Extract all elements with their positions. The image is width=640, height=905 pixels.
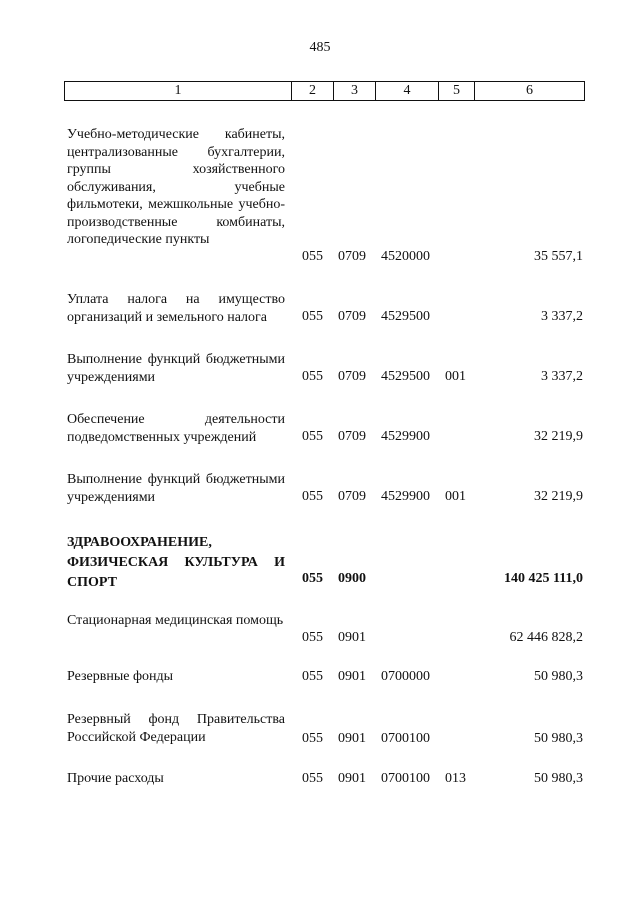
row-col3: 0901 <box>338 731 366 746</box>
row-col4: 0700100 <box>381 731 430 746</box>
row-col2: 055 <box>302 669 323 684</box>
row-col2: 055 <box>302 571 323 586</box>
row-col6: 50 980,3 <box>534 669 583 684</box>
row-col6: 32 219,9 <box>534 489 583 504</box>
row-col6: 62 446 828,2 <box>509 630 583 645</box>
row-col2: 055 <box>302 309 323 324</box>
row-col5: 001 <box>445 369 466 384</box>
row-name: Резервный фонд Правительства Российской Федерации <box>67 712 285 745</box>
row-col6: 50 980,3 <box>534 771 583 786</box>
row-col3: 0709 <box>338 249 366 264</box>
row-col3: 0709 <box>338 429 366 444</box>
row-name: Уплата налога на имущество организаций и земельного налога <box>67 292 285 325</box>
row-col3: 0901 <box>338 630 366 645</box>
row-col4: 0700000 <box>381 669 430 684</box>
row-col6: 35 557,1 <box>534 249 583 264</box>
row-col3: 0901 <box>338 771 366 786</box>
row-col6: 3 337,2 <box>541 369 583 384</box>
row-name: Учебно-методические кабинеты, централизованные бухгалтерии, группы хозяйственного обслуживания, учебные фильмотеки, межшкольные учебно-производственные комбинаты, логопедические пункты <box>67 127 285 247</box>
row-col3: 0709 <box>338 369 366 384</box>
row-col6: 140 425 111,0 <box>504 571 583 586</box>
row-name: Выполнение функций бюджетными учреждениями <box>67 352 285 385</box>
row-col2: 055 <box>302 249 323 264</box>
row-col6: 50 980,3 <box>534 731 583 746</box>
section-heading: ЗДРАВООХРАНЕНИЕ, ФИЗИЧЕСКАЯ КУЛЬТУРА И СПОРТ <box>67 535 285 590</box>
column-header-6: 6 <box>475 82 585 101</box>
row-name: Стационарная медицинская помощь <box>67 613 284 628</box>
row-col5: 001 <box>445 489 466 504</box>
row-name: Выполнение функций бюджетными учреждениями <box>67 472 285 505</box>
column-header-5: 5 <box>439 82 475 101</box>
row-col4: 4529500 <box>381 369 430 384</box>
row-col3: 0709 <box>338 489 366 504</box>
row-col3: 0709 <box>338 309 366 324</box>
column-header-row <box>65 82 585 101</box>
page-number: 485 <box>309 40 331 55</box>
row-name: Прочие расходы <box>67 771 164 786</box>
row-col3: 0900 <box>338 571 366 586</box>
row-name: Резервные фонды <box>67 669 174 684</box>
row-col2: 055 <box>302 630 323 645</box>
row-name: Обеспечение деятельности подведомственных учреждений <box>67 412 285 445</box>
row-col2: 055 <box>302 429 323 444</box>
row-col2: 055 <box>302 731 323 746</box>
column-header-2: 2 <box>292 82 334 101</box>
row-col4: 4520000 <box>381 249 430 264</box>
row-col4: 0700100 <box>381 771 430 786</box>
column-header-4: 4 <box>376 82 439 101</box>
column-header-1: 1 <box>65 82 292 101</box>
row-col2: 055 <box>302 369 323 384</box>
row-col4: 4529500 <box>381 309 430 324</box>
row-col5: 013 <box>445 771 466 786</box>
row-col4: 4529900 <box>381 429 430 444</box>
row-col6: 32 219,9 <box>534 429 583 444</box>
row-col4: 4529900 <box>381 489 430 504</box>
row-col3: 0901 <box>338 669 366 684</box>
row-col2: 055 <box>302 771 323 786</box>
column-header-table <box>64 81 585 101</box>
column-header-3: 3 <box>334 82 376 101</box>
row-col2: 055 <box>302 489 323 504</box>
row-col6: 3 337,2 <box>541 309 583 324</box>
